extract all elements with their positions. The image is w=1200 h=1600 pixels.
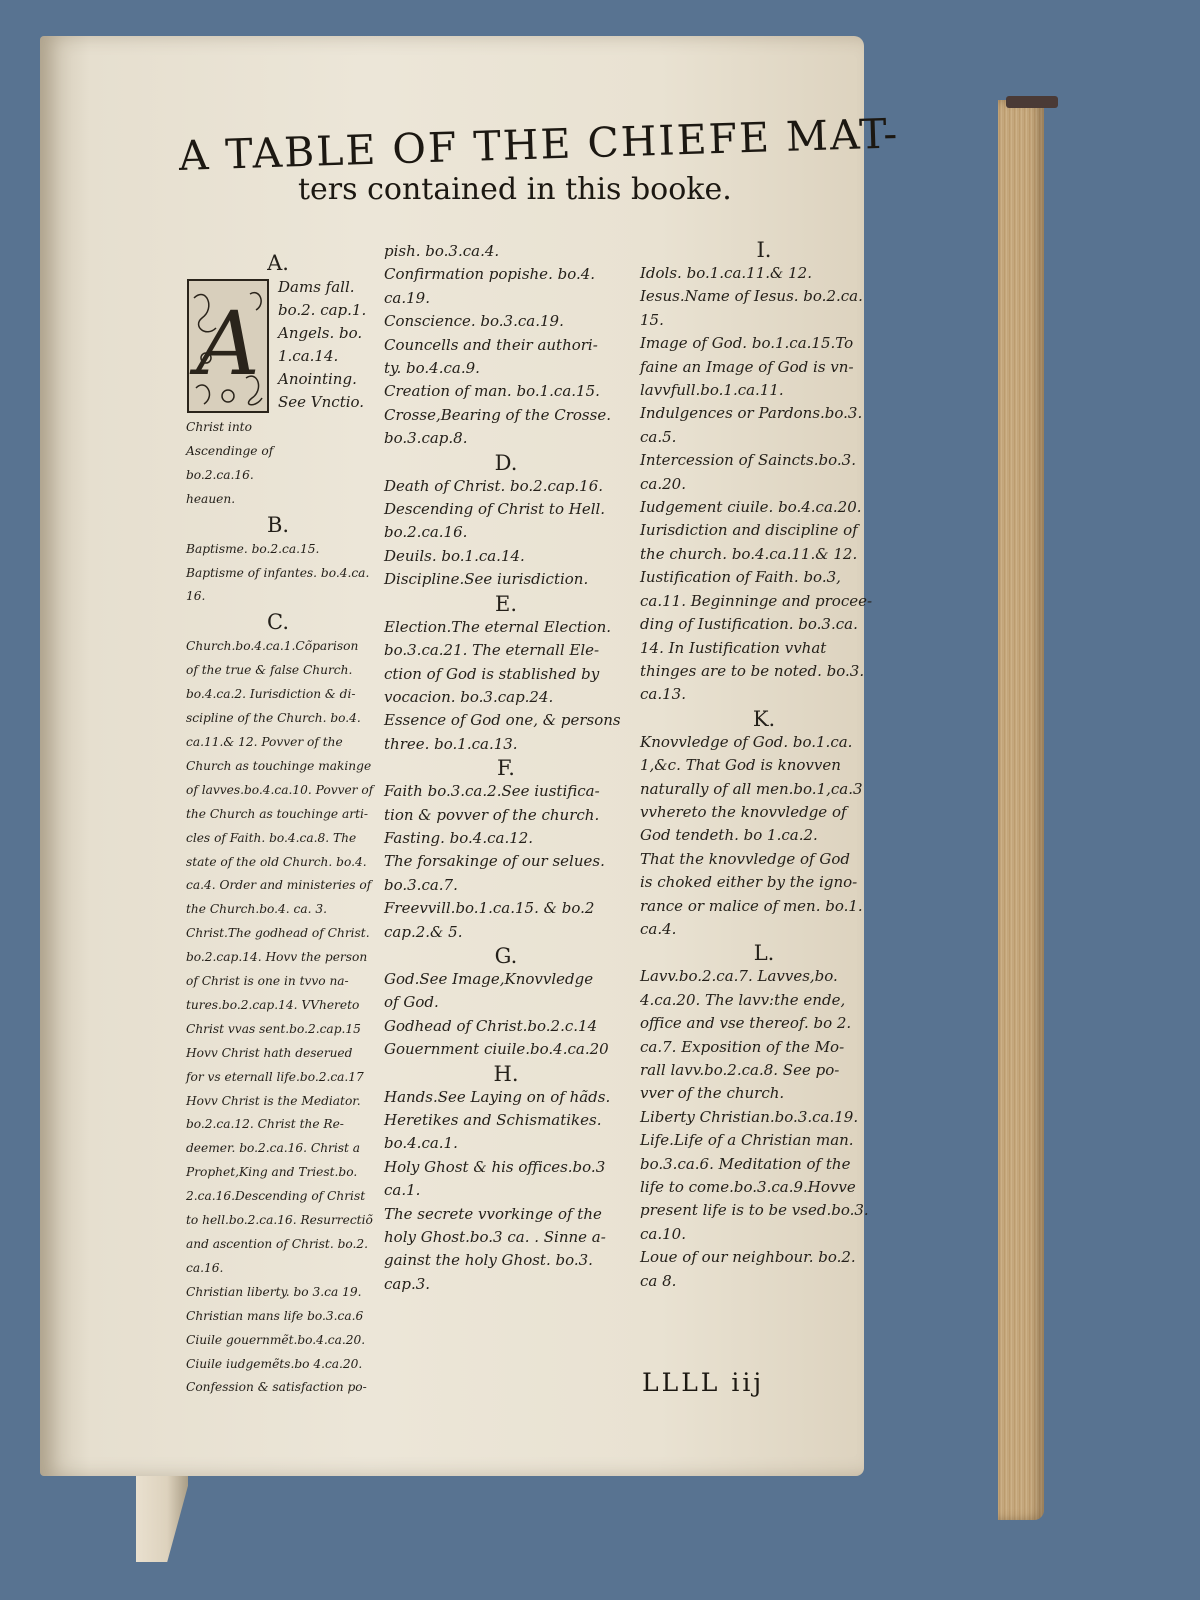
index-entry-line: Church.bo.4.ca.1.Cõparison	[186, 639, 359, 654]
index-entry-line: bo.2.ca.16.	[186, 467, 254, 482]
index-entry-line: That the knovvledge of God	[640, 849, 850, 868]
index-entry-line: cles of Faith. bo.4.ca.8. The	[186, 830, 357, 845]
index-entry-line: to hell.bo.2.ca.16. Resurrectiõ	[186, 1213, 373, 1228]
decorated-initial	[186, 278, 270, 414]
page-title: A TABLE OF THE CHIEFE MAT-	[178, 109, 900, 180]
index-entry-line: Deuils. bo.1.ca.14.	[384, 546, 525, 565]
index-entry-line: The forsakinge of our selues.	[384, 852, 605, 871]
section-heading-a: A.	[267, 251, 289, 275]
index-entry-line: ding of Iustification. bo.3.ca.	[640, 615, 858, 634]
index-entry-line: heauen.	[186, 491, 236, 506]
section-heading-b: B.	[266, 512, 290, 537]
index-entry-line: ction of God is stablished by	[384, 664, 600, 683]
entries-k	[640, 731, 888, 942]
initial-block	[186, 276, 370, 416]
index-entry-line: the Church as touchinge arti-	[186, 806, 369, 821]
index-entry-line: ca.1.	[384, 1181, 421, 1200]
index-entry-line: ca.7. Exposition of the Mo-	[640, 1037, 845, 1056]
index-entry-line: of Christ is one in tvvo na-	[186, 974, 349, 989]
section-heading-g: G.	[494, 943, 518, 968]
index-entry-line: 14. In Iustification vvhat	[640, 638, 827, 657]
index-entry-line: 1,&c. That God is knovven	[640, 756, 841, 775]
index-entry-line: Loue of our neighbour. bo.2.	[640, 1248, 856, 1267]
entries-i	[640, 262, 888, 707]
index-entry-line: Hovv Christ is the Mediator.	[186, 1093, 361, 1108]
index-entry-line: Ascendinge of	[186, 443, 274, 458]
entries-b	[186, 538, 370, 610]
index-entry-line: See Vnctio.	[278, 393, 365, 411]
index-entry-line: ca.11.& 12. Povver of the	[186, 734, 343, 749]
index-entry-line: Baptisme. bo.2.ca.15.	[186, 541, 320, 556]
index-entry-line: Freevvill.bo.1.ca.15. & bo.2	[384, 899, 595, 918]
index-entry-line: Discipline.See iurisdiction.	[384, 570, 589, 589]
index-entry-line: 16.	[186, 589, 206, 604]
index-entry-line: ca.4.	[640, 919, 677, 938]
index-entry-line: Ciuile iudgemẽts.bo 4.ca.20.	[186, 1356, 363, 1371]
entries-c	[186, 635, 374, 1400]
index-entry-line: Gouernment ciuile.bo.4.ca.20	[384, 1040, 609, 1059]
index-entry-line: Election.The eternal Election.	[384, 617, 612, 636]
index-entry-line: God.See Image,Knovvledge	[384, 969, 594, 988]
index-entry-line: Faith bo.3.ca.2.See iustifica-	[384, 782, 600, 801]
index-entry-line: Idols. bo.1.ca.11.& 12.	[640, 264, 812, 282]
index-entry-line: bo.4.ca.2. Iurisdiction & di-	[186, 687, 356, 702]
index-entry-line: deemer. bo.2.ca.16. Christ a	[186, 1141, 361, 1156]
index-entry-line: pish. bo.3.ca.4.	[384, 242, 500, 260]
index-entry-line: Confession & satisfaction po-	[186, 1380, 367, 1395]
index-entry-line: rance or malice of men. bo.1.	[640, 896, 863, 915]
index-entry-line: Holy Ghost & his offices.bo.3	[384, 1157, 606, 1176]
index-entry-line: Christ into	[186, 420, 252, 434]
index-entry-line: thinges are to be noted. bo.3.	[640, 661, 865, 680]
index-entry-line: bo.3.ca.21. The eternall Ele-	[384, 641, 600, 660]
entries-h	[384, 1086, 628, 1297]
section-heading-e: E.	[494, 591, 517, 616]
index-entry-line: ca.13.	[640, 685, 686, 704]
signature-mark: LLLL iij	[642, 1368, 765, 1397]
index-entry-line: Christian mans life bo.3.ca.6	[186, 1308, 364, 1323]
index-entry-line: bo.2.ca.12. Christ the Re-	[186, 1117, 344, 1132]
index-entry-line: Ciuile gouernmẽt.bo.4.ca.20.	[186, 1332, 366, 1347]
section-heading-f: F.	[497, 756, 515, 781]
index-entry-line: Image of God. bo.1.ca.15.To	[640, 334, 854, 353]
index-entry-line: ty. bo.4.ca.9.	[384, 359, 480, 378]
index-entry-line: 2.ca.16.Descending of Christ	[186, 1189, 366, 1204]
index-entry-line: bo.3.ca.7.	[384, 875, 458, 894]
index-entry-line: bo.4.ca.1.	[384, 1134, 458, 1153]
index-entry-line: ca.19.	[384, 288, 430, 307]
index-entry-line: for vs eternall life.bo.2.ca.17	[186, 1069, 364, 1084]
book-cover-edge	[1006, 96, 1058, 108]
index-column-2	[384, 240, 628, 1296]
index-entry-line: present life is to be vsed.bo.3.	[640, 1201, 869, 1220]
index-entry-line: vocacion. bo.3.cap.24.	[384, 687, 554, 706]
index-entry-line: Anointing.	[278, 370, 357, 388]
index-entry-line: Knovvledge of God. bo.1.ca.	[640, 732, 853, 751]
index-entry-line: the Church.bo.4. ca. 3.	[186, 902, 328, 917]
index-entry-line: cap.3.	[384, 1274, 431, 1293]
index-entry-line: ca 8.	[640, 1271, 677, 1290]
index-entry-line: 15.	[640, 310, 664, 329]
index-entry-line: tures.bo.2.cap.14. VVhereto	[186, 997, 360, 1012]
index-entry-line: bo.3.cap.8.	[384, 429, 468, 448]
index-entry-line: bo.2.ca.16.	[384, 523, 468, 542]
entries-c-continued	[384, 240, 628, 451]
index-entry-line: Descending of Christ to Hell.	[384, 500, 606, 519]
entries-e	[384, 616, 628, 756]
index-entry-line: Death of Christ. bo.2.cap.16.	[384, 476, 604, 495]
section-heading-h: H.	[493, 1061, 519, 1086]
index-entry-line: Confirmation popishe. bo.4.	[384, 265, 596, 284]
index-entry-line: Christian liberty. bo 3.ca 19.	[186, 1284, 362, 1299]
index-entry-line: cap.2.& 5.	[384, 922, 463, 941]
page-edges	[998, 100, 1044, 1520]
index-entry-line: of the true & false Church.	[186, 663, 353, 678]
index-entry-line: Hands.See Laying on of hãds.	[384, 1087, 611, 1106]
index-entry-line: Crosse,Bearing of the Crosse.	[384, 405, 611, 424]
index-entry-line: bo.2. cap.1.	[278, 301, 367, 319]
index-entry-line: The secrete vvorkinge of the	[384, 1204, 602, 1223]
section-heading-l: L.	[753, 941, 775, 966]
index-entry-line: ca.20.	[640, 474, 686, 493]
index-entry-line: Essence of God one, & persons	[384, 711, 621, 730]
index-entry-line: Hovv Christ hath deserued	[186, 1045, 353, 1060]
ornament-initial-icon	[186, 278, 270, 414]
index-column-3	[640, 238, 888, 1293]
entries-d	[384, 475, 628, 592]
index-entry-line: ca.16.	[186, 1260, 224, 1275]
index-entry-line: Iudgement ciuile. bo.4.ca.20.	[640, 498, 862, 517]
index-entry-line: gainst the holy Ghost. bo.3.	[384, 1251, 593, 1270]
index-entry-line: Prophet,King and Triest.bo.	[186, 1165, 358, 1180]
index-entry-line: holy Ghost.bo.3 ca. . Sinne a-	[384, 1228, 606, 1247]
index-entry-line: state of the old Church. bo.4.	[186, 854, 367, 869]
section-heading-i: I.	[756, 238, 772, 262]
entries-a	[186, 416, 370, 512]
index-entry-line: and ascention of Christ. bo.2.	[186, 1237, 369, 1251]
index-entry-line: is choked either by the igno-	[640, 873, 858, 892]
index-entry-line: ca.10.	[640, 1224, 686, 1243]
index-entry-line: Iurisdiction and discipline of	[640, 521, 858, 540]
index-entry-line: vver of the church.	[640, 1084, 785, 1103]
index-entry-line: ca.5.	[640, 427, 677, 446]
index-entry-line: Heretikes and Schismatikes.	[384, 1111, 602, 1129]
index-entry-line: naturally of all men.bo.1,ca.3	[640, 779, 863, 798]
index-entry-line: ca.11. Beginninge and procee-	[640, 591, 873, 610]
index-entry-line: Iustification of Faith. bo.3,	[640, 568, 841, 587]
index-entry-line: 1.ca.14.	[278, 347, 339, 365]
index-entry-line: bo.3.ca.6. Meditation of the	[640, 1154, 851, 1173]
index-entry-line: Christ.The godhead of Christ.	[186, 926, 370, 941]
index-entry-line: Dams fall.	[278, 278, 355, 296]
index-entry-line: Fasting. bo.4.ca.12.	[384, 828, 534, 847]
section-heading-d: D.	[494, 450, 518, 475]
initial-entries	[278, 276, 366, 416]
entries-g	[384, 968, 628, 1062]
index-entry-line: Liberty Christian.bo.3.ca.19.	[640, 1107, 859, 1126]
page-subtitle: ters contained in this booke.	[298, 172, 732, 207]
index-entry-line: lavvfull.bo.1.ca.11.	[640, 381, 784, 400]
index-entry-line: tion & povver of the church.	[384, 805, 600, 824]
index-entry-line: Intercession of Saincts.bo.3.	[640, 451, 856, 470]
index-entry-line: Church as touchinge makinge	[186, 758, 372, 773]
index-entry-line: Iesus.Name of Iesus. bo.2.ca.	[640, 287, 863, 306]
section-heading-c: C.	[267, 610, 289, 635]
index-entry-line: scipline of the Church. bo.4.	[186, 711, 361, 726]
entries-f	[384, 780, 628, 944]
index-column-1	[186, 250, 374, 1400]
index-entry-line: of lavves.bo.4.ca.10. Povver of	[186, 782, 374, 797]
index-entry-line: Councells and their authori-	[384, 335, 598, 354]
index-entry-line: life to come.bo.3.ca.9.Hovve	[640, 1178, 856, 1197]
index-entry-line: Conscience. bo.3.ca.19.	[384, 312, 564, 331]
index-entry-line: office and vse thereof. bo 2.	[640, 1014, 852, 1033]
section-heading-k: K.	[752, 706, 776, 731]
index-entry-line: vvhereto the knovvledge of	[640, 802, 847, 821]
index-entry-line: Creation of man. bo.1.ca.15.	[384, 382, 600, 401]
svg-text:A: A	[196, 292, 260, 395]
index-entry-line: faine an Image of God is vn-	[640, 357, 854, 376]
index-entry-line: God tendeth. bo 1.ca.2.	[640, 826, 818, 845]
index-entry-line: three. bo.1.ca.13.	[384, 734, 518, 753]
index-entry-line: Lavv.bo.2.ca.7. Lavves,bo.	[640, 967, 838, 986]
index-entry-line: Christ vvas sent.bo.2.cap.15	[186, 1021, 361, 1036]
index-entry-line: Angels. bo.	[278, 324, 363, 342]
index-entry-line: ca.4. Order and ministeries of	[186, 878, 372, 893]
index-entry-line: 4.ca.20. The lavv:the ende,	[640, 990, 846, 1009]
index-entry-line: rall lavv.bo.2.ca.8. See po-	[640, 1061, 840, 1079]
index-entry-line: bo.2.cap.14. Hovv the person	[186, 950, 368, 965]
index-entry-line: the church. bo.4.ca.11.& 12.	[640, 544, 858, 563]
index-entry-line: Godhead of Christ.bo.2.c.14	[384, 1016, 598, 1035]
index-entry-line: Life.Life of a Christian man.	[640, 1131, 854, 1150]
index-entry-line: of God.	[384, 993, 439, 1012]
entries-l	[640, 965, 888, 1293]
index-entry-line: Indulgences or Pardons.bo.3.	[640, 404, 863, 423]
index-entry-line: Baptisme of infantes. bo.4.ca.	[186, 565, 370, 580]
